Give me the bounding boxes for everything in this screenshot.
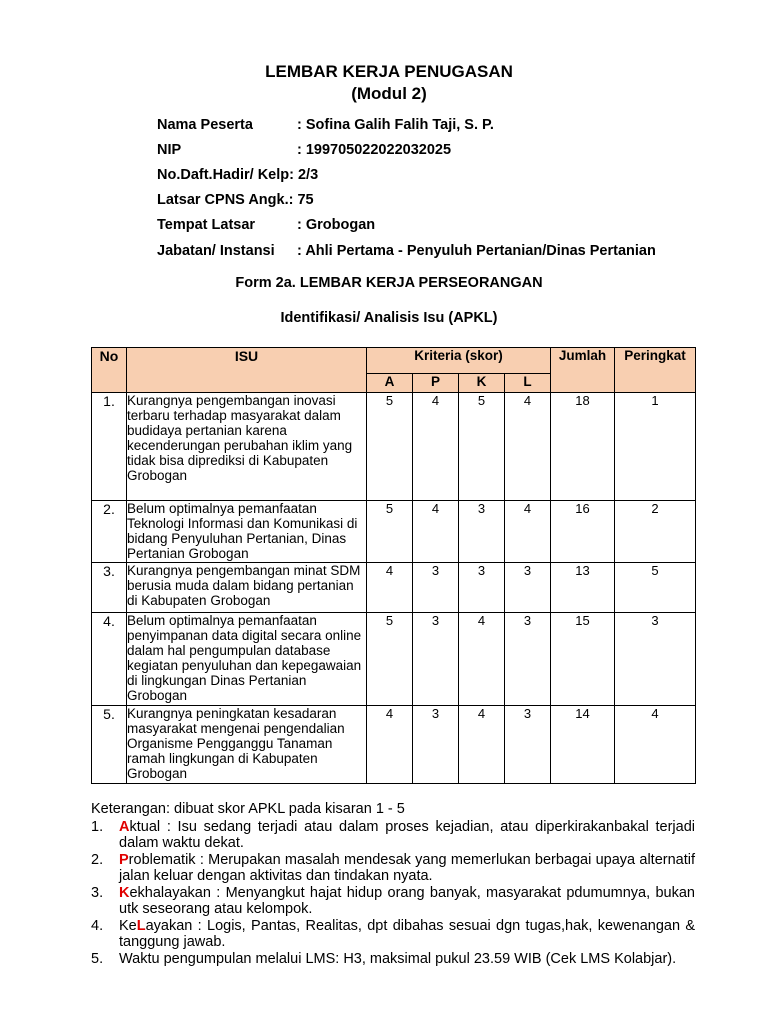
note-item — [91, 885, 695, 918]
note-highlight: K — [119, 884, 130, 901]
info-nip — [157, 142, 452, 158]
row-jumlah: 14 — [551, 706, 615, 784]
row-score-k: 4 — [459, 613, 505, 706]
table-row — [92, 393, 696, 501]
note-highlight: L — [136, 917, 146, 934]
row-jumlah: 13 — [551, 563, 615, 613]
row-peringkat: 1 — [615, 393, 696, 501]
note-text: roblematik : Merupakan masalah mendesak yang memerlukan berbagai upaya alternatif jalan keluar dengan aktivitas dan tindakan nyata. — [119, 851, 695, 884]
note-number: 1. — [91, 818, 104, 835]
header-jumlah: Jumlah — [551, 348, 615, 393]
note-number: 4. — [91, 917, 104, 934]
note-highlight: A — [119, 818, 130, 835]
notes-section — [91, 801, 695, 967]
note-text: ktual : Isu sedang terjadi atau dalam proses kejadian, atau diperkirakanbakal terjadi dalam waktu dekat. — [119, 818, 695, 851]
row-score-k: 3 — [459, 501, 505, 563]
row-jumlah: 18 — [551, 393, 615, 501]
row-score-k: 5 — [459, 393, 505, 501]
document-title: LEMBAR KERJA PENUGASAN — [265, 62, 513, 81]
row-no: 1. — [92, 393, 127, 501]
document-subtitle: (Modul 2) — [351, 84, 427, 103]
note-item — [91, 819, 695, 852]
row-isu: Kurangnya peningkatan kesadaran masyarakat mengenai pengendalian Organisme Pengganggu Tanaman ramah lingkungan di Kabupaten Grobogan — [127, 706, 367, 784]
row-score-l: 3 — [505, 563, 551, 613]
row-peringkat: 3 — [615, 613, 696, 706]
note-text: ekhalayakan : Menyangkut hajat hidup orang banyak, masyarakat pdumumnya, bukan utk seseorang atau kelompok. — [119, 884, 695, 917]
row-no: 4. — [92, 613, 127, 706]
info-nama — [157, 117, 494, 133]
info-latsar — [157, 192, 314, 208]
jabatan-value: : Ahli Pertama - Penyuluh Pertanian/Dinas Pertanian — [297, 243, 656, 259]
row-isu: Belum optimalnya pemanfaatan penyimpanan data digital secara online dalam hal pengumpulan database kegiatan penyuluhan dan kepegawaian di lingkungan Dinas Pertanian Grobogan — [127, 613, 367, 706]
hadir-label: No.Daft.Hadir/ Kelp: — [157, 167, 294, 183]
note-number: 2. — [91, 851, 104, 868]
row-no: 2. — [92, 501, 127, 563]
header-a: A — [367, 374, 413, 393]
row-score-l: 3 — [505, 613, 551, 706]
row-peringkat: 5 — [615, 563, 696, 613]
row-score-p: 3 — [413, 706, 459, 784]
row-score-l: 4 — [505, 501, 551, 563]
notes-intro: Keterangan: dibuat skor APKL pada kisaran 1 - 5 — [91, 801, 405, 817]
form-title: Form 2a. LEMBAR KERJA PERSEORANGAN — [235, 275, 543, 291]
note-item — [91, 852, 695, 885]
row-peringkat: 4 — [615, 706, 696, 784]
note-text: ayakan : Logis, Pantas, Realitas, dpt dibahas sesuai dgn tugas,hak, kewenangan & tanggung jawab. — [119, 917, 695, 950]
note-text: Waktu pengumpulan melalui LMS: H3, maksimal pukul 23.59 WIB (Cek LMS Kolabjar). — [119, 950, 677, 967]
row-score-a: 5 — [367, 501, 413, 563]
jabatan-label: Jabatan/ Instansi — [157, 243, 275, 259]
note-item — [91, 951, 695, 968]
row-isu: Belum optimalnya pemanfaatan Teknologi Informasi dan Komunikasi di bidang Penyuluhan Pertanian, Dinas Pertanian Grobogan — [127, 501, 367, 563]
note-prefix: Ke — [119, 917, 137, 934]
table-row — [92, 563, 696, 613]
row-score-k: 3 — [459, 563, 505, 613]
note-number: 5. — [91, 950, 104, 967]
latsar-label: Latsar CPNS Angk.: — [157, 192, 294, 208]
note-highlight: P — [119, 851, 129, 868]
row-no: 3. — [92, 563, 127, 613]
row-score-a: 4 — [367, 563, 413, 613]
header-l: L — [505, 374, 551, 393]
row-score-p: 3 — [413, 613, 459, 706]
info-tempat — [157, 217, 376, 233]
table-row — [92, 501, 696, 563]
nama-value: : Sofina Galih Falih Taji, S. P. — [297, 117, 494, 133]
note-number: 3. — [91, 884, 104, 901]
header-k: K — [459, 374, 505, 393]
row-score-l: 4 — [505, 393, 551, 501]
row-no: 5. — [92, 706, 127, 784]
nip-label: NIP — [157, 142, 182, 158]
row-score-a: 5 — [367, 393, 413, 501]
header-p: P — [413, 374, 459, 393]
table-row — [92, 706, 696, 784]
nama-label: Nama Peserta — [157, 117, 253, 133]
row-isu: Kurangnya pengembangan minat SDM berusia muda dalam bidang pertanian di Kabupaten Grobogan — [127, 563, 367, 613]
row-score-p: 4 — [413, 393, 459, 501]
header-no: No — [92, 348, 127, 393]
row-score-p: 4 — [413, 501, 459, 563]
row-peringkat: 2 — [615, 501, 696, 563]
header-isu: ISU — [127, 348, 367, 393]
row-jumlah: 16 — [551, 501, 615, 563]
row-score-k: 4 — [459, 706, 505, 784]
row-jumlah: 15 — [551, 613, 615, 706]
info-hadir — [157, 167, 318, 183]
nip-value: : 199705022022032025 — [297, 142, 452, 158]
apkl-table — [91, 347, 696, 784]
row-isu: Kurangnya pengembangan inovasi terbaru terhadap masyarakat dalam budidaya pertanian karena kecenderungan perubahan iklim yang tidak bisa diprediksi di Kabupaten Grobogan — [127, 393, 367, 501]
latsar-value: 75 — [293, 192, 314, 208]
form-subtitle: Identifikasi/ Analisis Isu (APKL) — [280, 310, 498, 326]
hadir-value: 2/3 — [293, 167, 319, 183]
row-score-a: 4 — [367, 706, 413, 784]
row-score-a: 5 — [367, 613, 413, 706]
header-peringkat: Peringkat — [615, 348, 696, 393]
note-item — [91, 918, 695, 951]
tempat-value: : Grobogan — [297, 217, 376, 233]
info-jabatan — [157, 243, 656, 259]
table-row — [92, 613, 696, 706]
row-score-l: 3 — [505, 706, 551, 784]
header-kriteria: Kriteria (skor) — [367, 348, 551, 374]
row-score-p: 3 — [413, 563, 459, 613]
tempat-label: Tempat Latsar — [157, 217, 256, 233]
